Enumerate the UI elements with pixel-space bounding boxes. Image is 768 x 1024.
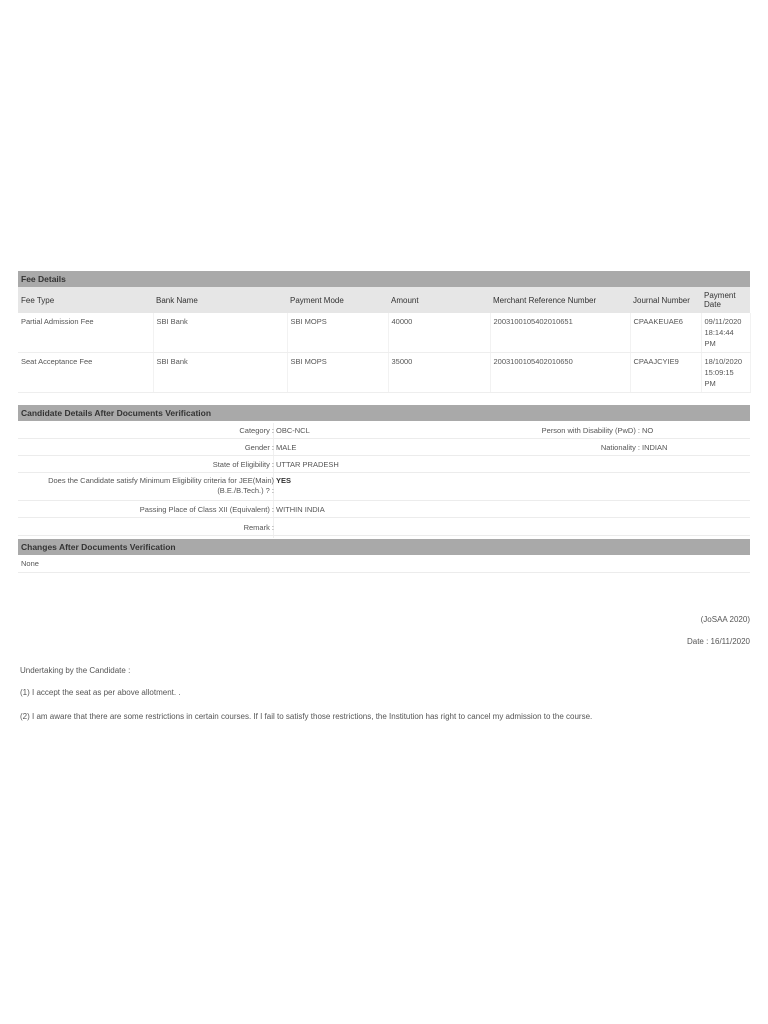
gender-label: Gender : [244, 443, 274, 452]
remark-label: Remark : [243, 523, 274, 532]
candidate-row-passing [18, 501, 750, 518]
candidate-details-header: Candidate Details After Documents Verification [18, 405, 750, 421]
journal-number-cell: CPAAJCYIE9 [630, 353, 701, 393]
merchant-ref-cell: 2003100105402010651 [490, 313, 630, 353]
col-journal-number: Journal Number [630, 287, 701, 313]
changes-header: Changes After Documents Verification [18, 539, 750, 555]
payment-mode-cell: SBI MOPS [287, 353, 388, 393]
col-fee-type: Fee Type [18, 287, 153, 313]
table-row [18, 313, 750, 353]
col-amount: Amount [388, 287, 490, 313]
candidate-row-eligibility [18, 473, 750, 501]
journal-number-cell: CPAAKEUAE6 [630, 313, 701, 353]
payment-date-cell: 18/10/2020 15:09:15 PM [701, 353, 750, 393]
eligibility-value: YES [276, 476, 292, 485]
changes-value: None [18, 555, 750, 573]
fee-type-cell: Partial Admission Fee [18, 313, 153, 353]
candidate-row-remark [18, 519, 750, 536]
col-bank-name: Bank Name [153, 287, 287, 313]
col-payment-mode: Payment Mode [287, 287, 388, 313]
table-row [18, 353, 750, 393]
category-value: OBC-NCL [276, 426, 310, 435]
undertaking-point-1: (1) I accept the seat as per above allotment. . [20, 688, 181, 697]
category-label: Category : [239, 426, 274, 435]
candidate-row-state [18, 456, 750, 473]
pwd-label: Person with Disability (PwD) : [541, 426, 640, 435]
gender-value: MALE [276, 443, 297, 452]
col-merchant-ref: Merchant Reference Number [490, 287, 630, 313]
print-date: Date : 16/11/2020 [686, 637, 750, 646]
passing-value: WITHIN INDIA [276, 505, 325, 514]
state-label: State of Eligibility : [212, 460, 274, 469]
merchant-ref-cell: 2003100105402010650 [490, 353, 630, 393]
fee-table-header-row [18, 287, 750, 313]
payment-date-cell: 09/11/2020 18:14:44 PM [701, 313, 750, 353]
fee-type-cell: Seat Acceptance Fee [18, 353, 153, 393]
josaa-label: (JoSAA 2020) [700, 615, 750, 624]
bank-name-cell: SBI Bank [153, 313, 287, 353]
passing-label: Passing Place of Class XII (Equivalent) : [139, 505, 274, 514]
amount-cell: 40000 [388, 313, 490, 353]
col-payment-date: Payment Date [701, 287, 750, 313]
fee-details-table [18, 287, 751, 393]
bank-name-cell: SBI Bank [153, 353, 287, 393]
state-value: UTTAR PRADESH [276, 460, 339, 469]
nationality-value: INDIAN [642, 443, 668, 452]
payment-mode-cell: SBI MOPS [287, 313, 388, 353]
candidate-row-category [18, 422, 750, 439]
nationality-label: Nationality : [600, 443, 640, 452]
amount-cell: 35000 [388, 353, 490, 393]
candidate-row-gender [18, 439, 750, 456]
eligibility-label: Does the Candidate satisfy Minimum Eligibility criteria for JEE(Main) (B.E./B.Tech.) ? : [48, 476, 274, 495]
fee-details-header: Fee Details [18, 271, 750, 287]
undertaking-point-2: (2) I am aware that there are some restrictions in certain courses. If I fail to satisfy those restrictions, the Institution has right to cancel my admission to the course. [20, 712, 593, 721]
pwd-value: NO [642, 426, 654, 435]
undertaking-title: Undertaking by the Candidate : [20, 666, 131, 675]
